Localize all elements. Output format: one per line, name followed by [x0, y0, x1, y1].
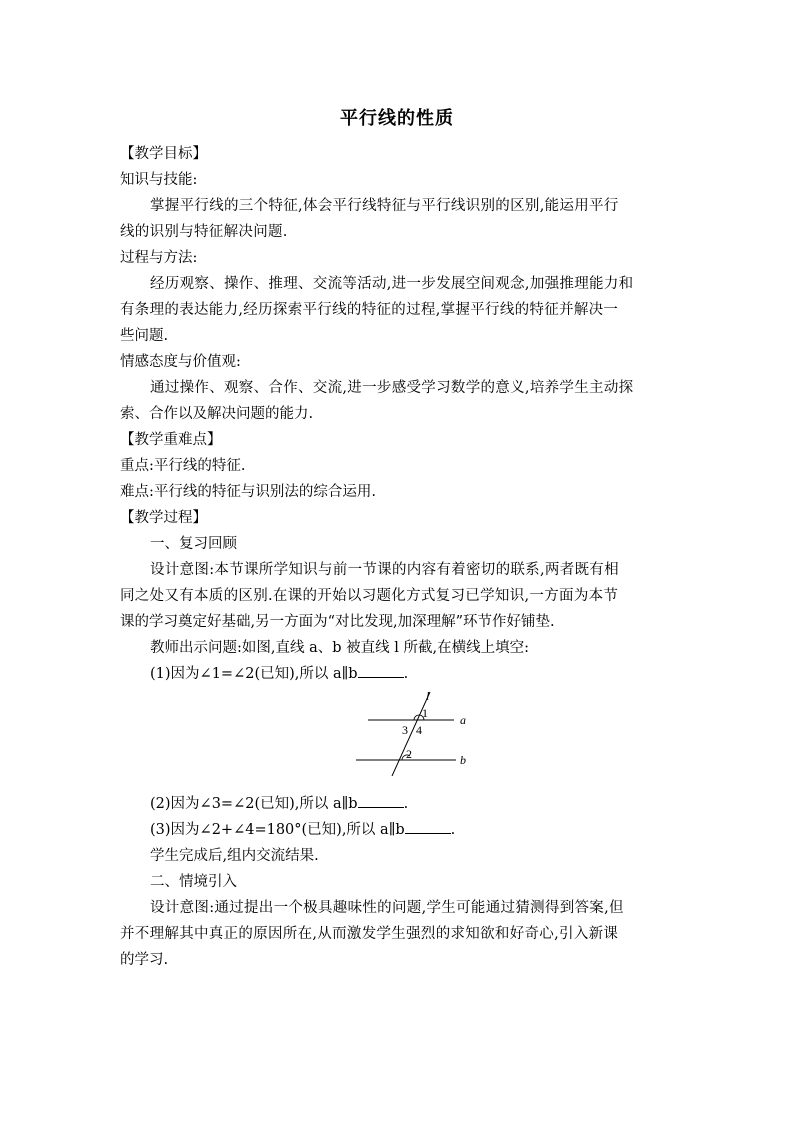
question-3-text: (3)因为∠2+∠4=180°(已知),所以 a∥b	[150, 822, 405, 838]
teacher-question: 教师出示问题:如图,直线 a、b 被直线 l 所截,在横线上填空:	[150, 640, 529, 656]
emotion-label: 情感态度与价值观:	[120, 354, 241, 370]
label-l: l	[426, 689, 430, 703]
answer-blank	[405, 821, 451, 834]
question-3-period: .	[450, 822, 456, 838]
review-intent-2: 同之处又有本质的区别.在课的开始以习题化方式复习已学知识,一方面为本节	[120, 588, 619, 604]
label-b: b	[460, 753, 466, 767]
review-intent-1: 设计意图:本节课所学知识与前一节课的内容有着密切的联系,两者既有相	[150, 562, 619, 578]
student-action: 学生完成后,组内交流结果.	[150, 848, 319, 864]
question-1-period: .	[403, 666, 409, 682]
process-text-2: 有条理的表达能力,经历探索平行线的特征的过程,掌握平行线的特征并解决一	[120, 302, 619, 318]
page-title: 平行线的性质	[340, 108, 454, 129]
question-2-text: (2)因为∠3=∠2(已知),所以 a∥b	[150, 796, 358, 812]
key-point: 重点:平行线的特征.	[120, 458, 246, 474]
process-heading: 【教学过程】	[120, 510, 207, 526]
intro-title: 二、情境引入	[150, 874, 237, 890]
question-1-text: (1)因为∠1=∠2(已知),所以 a∥b	[150, 666, 358, 682]
angle-3-label: 3	[402, 723, 408, 737]
difficult-point: 难点:平行线的特征与识别法的综合运用.	[120, 484, 376, 500]
parallel-lines-diagram	[350, 686, 480, 776]
knowledge-text-1: 掌握平行线的三个特征,体会平行线特征与平行线识别的区别,能运用平行	[150, 198, 619, 214]
review-intent-3: 课的学习奠定好基础,另一方面为“对比发现,加深理解”环节作好铺垫.	[120, 614, 555, 630]
question-3	[150, 818, 455, 839]
key-heading: 【教学重难点】	[120, 432, 222, 448]
answer-blank	[358, 795, 404, 808]
objectives-heading: 【教学目标】	[120, 146, 207, 162]
process-label: 过程与方法:	[120, 250, 198, 266]
parallel-lines-figure	[350, 686, 480, 780]
angle-1-label: 1	[422, 706, 428, 720]
process-text-1: 经历观察、操作、推理、交流等活动,进一步发展空间观念,加强推理能力和	[150, 276, 634, 292]
question-1	[150, 662, 408, 683]
review-title: 一、复习回顾	[150, 536, 237, 552]
intro-intent-1: 设计意图:通过提出一个极具趣味性的问题,学生可能通过猜测得到答案,但	[150, 900, 624, 916]
transversal-l	[392, 692, 430, 776]
answer-blank	[358, 665, 404, 678]
knowledge-text-2: 线的识别与特征解决问题.	[120, 224, 288, 240]
angle-2-label: 2	[406, 747, 412, 761]
angle-4-label: 4	[416, 723, 422, 737]
question-2-period: .	[403, 796, 409, 812]
label-a: a	[460, 713, 466, 727]
intro-intent-2: 并不理解其中真正的原因所在,从而激发学生强烈的求知欲和好奇心,引入新课	[120, 926, 619, 942]
intro-intent-3: 的学习.	[120, 952, 169, 968]
process-text-3: 些问题.	[120, 328, 169, 344]
emotion-text-2: 索、合作以及解决问题的能力.	[120, 406, 314, 422]
knowledge-label: 知识与技能:	[120, 172, 198, 188]
question-2	[150, 792, 408, 813]
emotion-text-1: 通过操作、观察、合作、交流,进一步感受学习数学的意义,培养学生主动探	[150, 380, 634, 396]
